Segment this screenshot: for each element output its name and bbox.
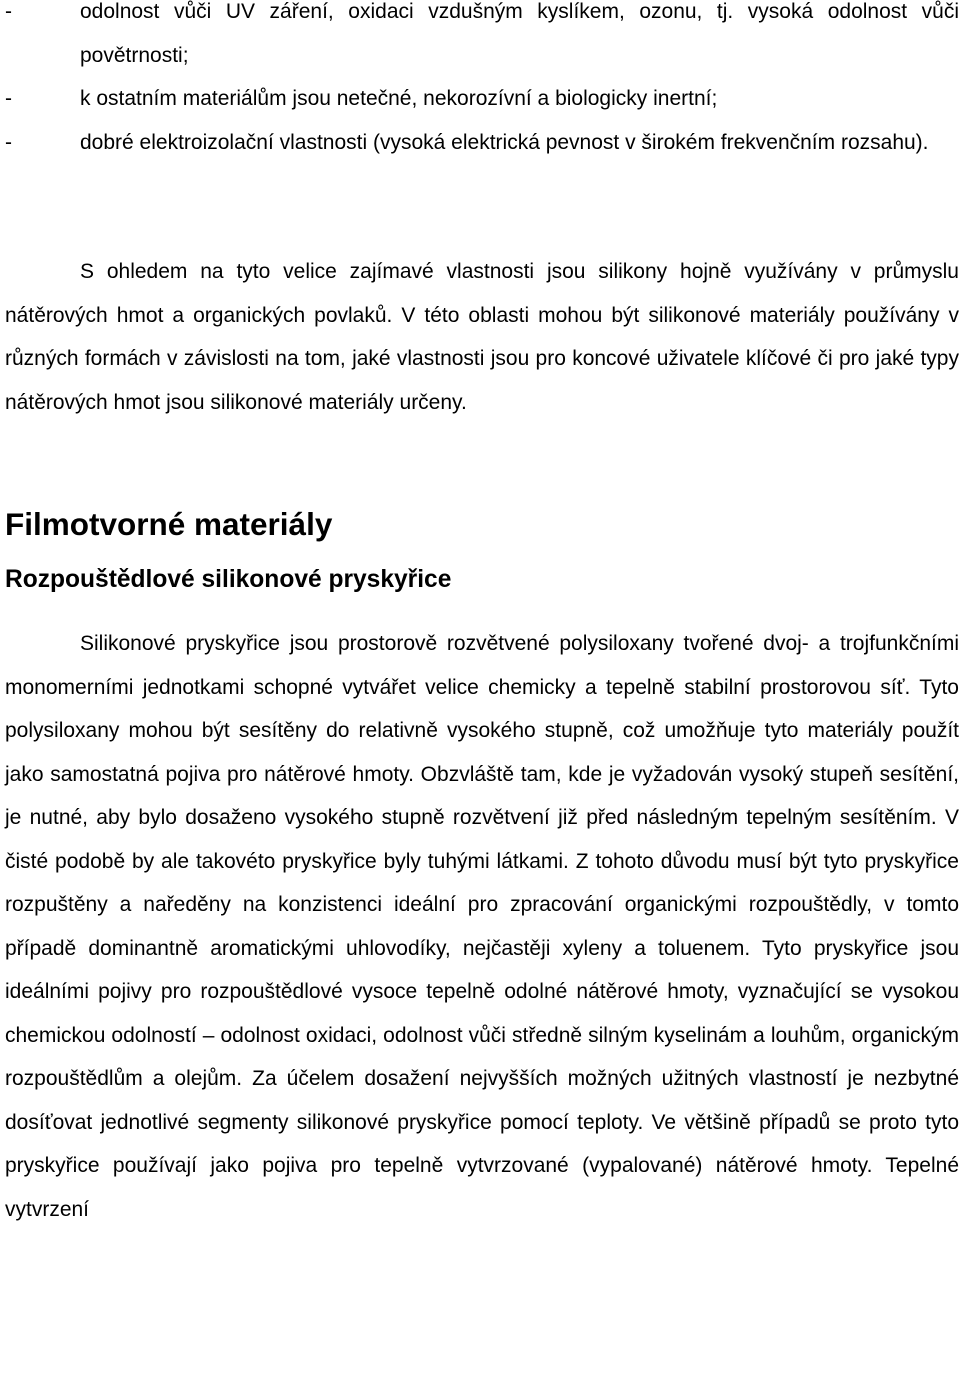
document-page bbox=[5, 0, 959, 1231]
body-paragraph: Silikonové pryskyřice jsou prostorově rozvětvené polysiloxany tvořené dvoj- a trojfunkčními monomerními jednotkami schopné vytvářet velice chemicky a tepelně stabilní prostorovou síť. Tyto polysiloxany mohou být sesítěny do relativně vysokého stupně, což umožňuje tyto materiály použít jako samostatná pojiva pro nátěrové hmoty. Obzvláště tam, kde je vyžadován vysoký stupeň sesítění, je nutné, aby bylo dosaženo vysokého stupně rozvětvení již před následným tepelným sesítěním. V čisté podobě by ale takovéto pryskyřice byly tuhými látkami. Z tohoto důvodu musí být tyto pryskyřice rozpuštěny a naředěny na konzistenci ideální pro zpracování organickými rozpouštědly, v tomto případě dominantně aromatickými uhlovodíky, nejčastěji xyleny a toluenem. Tyto pryskyřice jsou ideálními pojivy pro rozpouštědlové vysoce tepelně odolné nátěrové hmoty, vyznačující se vysokou chemickou odolností – odolnost oxidaci, odolnost vůči středně silným kyselinám a louhům, organickým rozpouštědlům a olejům. Za účelem dosažení nejvyšších možných užitných vlastností je nezbytné dosíťovat jednotlivé segmenty silikonové pryskyřice pomocí teploty. Ve většině případů se proto tyto pryskyřice používají jako pojiva pro tepelně vytvrzované (vypalované) nátěrové hmoty. Tepelné vytvrzení bbox=[5, 632, 959, 1221]
property-list bbox=[5, 0, 959, 164]
list-item bbox=[5, 77, 959, 121]
list-item-text: k ostatním materiálům jsou netečné, nekorozívní a biologicky inertní; bbox=[80, 87, 718, 110]
list-item bbox=[5, 121, 959, 165]
section-heading: Filmotvorné materiály bbox=[5, 506, 333, 542]
body-paragraph: S ohledem na tyto velice zajímavé vlastnosti jsou silikony hojně využívány v průmyslu nátěrových hmot a organických povlaků. V této oblasti mohou být silikonové materiály používány v různých formách v závislosti na tom, jaké vlastnosti jsou pro koncové uživatele klíčové či pro jaké typy nátěrových hmot jsou silikonové materiály určeny. bbox=[5, 260, 959, 414]
list-marker: - bbox=[5, 87, 12, 110]
list-item-text: odolnost vůči UV záření, oxidaci vzdušným kyslíkem, ozonu, tj. vysoká odolnost vůči povětrnosti; bbox=[80, 0, 959, 67]
list-marker: - bbox=[5, 130, 12, 154]
list-marker: - bbox=[5, 0, 12, 23]
list-item bbox=[5, 0, 959, 77]
list-item-text: dobré elektroizolační vlastnosti (vysoká elektrická pevnost v širokém frekvenčním rozsahu). bbox=[80, 130, 929, 154]
subsection-heading: Rozpouštědlové silikonové pryskyřice bbox=[5, 566, 452, 593]
